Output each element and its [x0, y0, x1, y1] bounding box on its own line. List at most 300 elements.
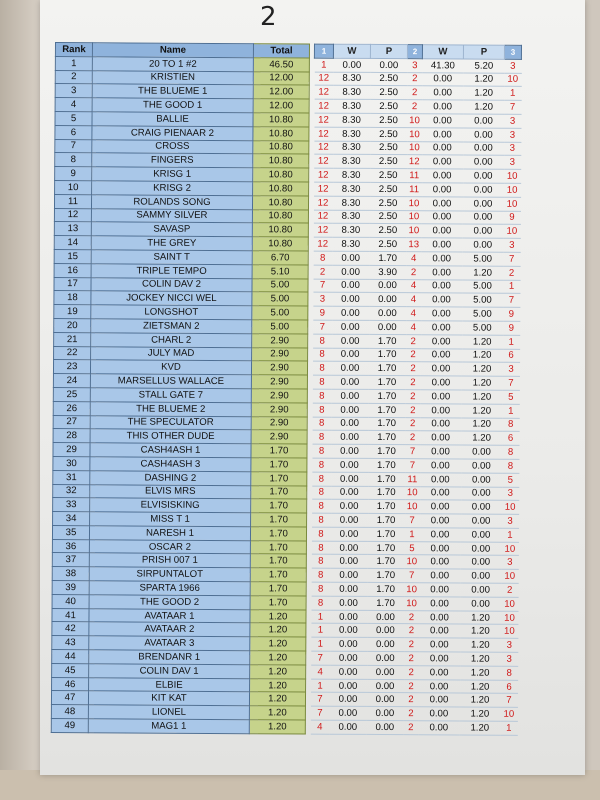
cell-name: SAVASP: [91, 222, 252, 237]
cell-race1-place: 1.70: [368, 486, 405, 500]
cell-race1-pick: 8: [313, 348, 332, 362]
cell-race1-pick: 12: [314, 141, 333, 155]
cell-race1-win: 0.00: [331, 499, 368, 513]
cell-race2-place: 1.20: [460, 611, 501, 625]
cell-race1-place: 0.00: [367, 610, 404, 624]
cell-race2-place: 1.20: [462, 335, 503, 349]
cell-race1-win: 0.00: [331, 403, 368, 417]
cell-race2-win: 0.00: [419, 597, 460, 611]
cell-race1-place: 0.00: [367, 665, 404, 679]
cell-name: ROLANDS SONG: [91, 194, 252, 209]
cell-rank: 24: [53, 374, 90, 388]
cell-rank: 2: [55, 70, 92, 84]
cell-total: 10.80: [252, 237, 308, 251]
cell-race1-win: 0.00: [330, 610, 367, 624]
cell-total: 12.00: [253, 99, 309, 113]
cell-race1-place: 1.70: [368, 376, 405, 390]
cell-race2-win: 0.00: [421, 334, 462, 348]
results-sheet: [51, 42, 565, 736]
cell-race1-win: 0.00: [330, 568, 367, 582]
cell-race1-pick: 8: [311, 596, 330, 610]
cell-race2-win: 0.00: [419, 666, 460, 680]
cell-race2-pick: 2: [403, 721, 418, 735]
cell-race2-pick: 2: [406, 265, 421, 279]
cell-race1-place: 1.70: [367, 527, 404, 541]
cell-race2-place: 1.20: [461, 418, 502, 432]
cell-rank: 45: [52, 663, 89, 677]
cell-race2-win: 0.00: [420, 403, 461, 417]
cell-race1-pick: 12: [314, 182, 333, 196]
cell-race2-place: 0.00: [460, 555, 501, 569]
cell-total: 1.20: [249, 720, 305, 734]
cell-rank: 36: [52, 539, 89, 553]
cell-race1-pick: 4: [311, 665, 330, 679]
cell-race2-pick: 4: [406, 279, 421, 293]
cell-race2-win: 0.00: [422, 141, 463, 155]
cell-race2-place: 1.20: [459, 721, 500, 735]
cell-name: THE SPECULATOR: [90, 415, 251, 430]
cell-race3-pick: 3: [504, 128, 521, 142]
cell-name: KVD: [90, 360, 251, 375]
cell-race1-win: 0.00: [332, 334, 369, 348]
cell-race1-pick: 12: [313, 223, 332, 237]
cell-race3-pick: 3: [504, 142, 521, 156]
cell-race1-win: 0.00: [332, 348, 369, 362]
cell-race1-pick: 8: [312, 458, 331, 472]
cell-race1-pick: 8: [311, 541, 330, 555]
cell-race1-win: 0.00: [331, 417, 368, 431]
cell-total: 1.20: [250, 665, 306, 679]
cell-rank: 11: [54, 194, 91, 208]
header-rank: Rank: [55, 43, 92, 57]
cell-total: 10.80: [253, 113, 309, 127]
cell-race1-win: 0.00: [329, 706, 366, 720]
cell-race1-pick: 7: [310, 693, 329, 707]
cell-race2-pick: 10: [405, 500, 420, 514]
cell-name: BALLIE: [92, 112, 253, 127]
cell-race1-place: 1.70: [368, 458, 405, 472]
cell-race1-pick: 8: [313, 334, 332, 348]
cell-race2-pick: 10: [404, 597, 419, 611]
cell-race1-place: 0.00: [367, 638, 404, 652]
cell-rank: 25: [53, 387, 90, 401]
cell-name: KRISG 1: [92, 167, 253, 182]
cell-race2-win: 0.00: [419, 569, 460, 583]
cell-race1-place: 0.00: [370, 58, 407, 72]
cell-race1-win: 0.00: [330, 527, 367, 541]
cell-race1-pick: 12: [314, 113, 333, 127]
cell-rank: 17: [54, 277, 91, 291]
cell-total: 1.20: [250, 609, 306, 623]
cell-race2-place: 0.00: [463, 128, 504, 142]
cell-race3-pick: 1: [503, 280, 520, 294]
tablecloth-left: [0, 0, 40, 800]
cell-race2-pick: 5: [404, 541, 419, 555]
cell-race2-place: 0.00: [462, 238, 503, 252]
cell-total: 2.90: [251, 389, 307, 403]
cell-race2-win: 0.00: [422, 183, 463, 197]
cell-race2-win: 0.00: [421, 210, 462, 224]
cell-total: 1.20: [249, 706, 305, 720]
cell-total: 2.90: [252, 333, 308, 347]
cell-race1-pick: 1: [314, 58, 333, 72]
cell-race1-pick: 8: [312, 444, 331, 458]
cell-race2-place: 0.00: [462, 224, 503, 238]
cell-race2-pick: 7: [404, 569, 419, 583]
cell-total: 2.90: [251, 416, 307, 430]
cell-race2-place: 5.00: [462, 252, 503, 266]
cell-rank: 13: [54, 222, 91, 236]
cell-race3-pick: 8: [502, 445, 519, 459]
cell-race3-pick: 10: [504, 183, 521, 197]
cell-rank: 19: [54, 305, 91, 319]
cell-race2-place: 1.20: [460, 652, 501, 666]
cell-race1-pick: 8: [312, 417, 331, 431]
header-win-2: W: [422, 45, 463, 59]
cell-race1-pick: 12: [314, 85, 333, 99]
cell-race1-place: 0.00: [366, 693, 403, 707]
cell-race2-pick: 10: [404, 583, 419, 597]
cell-race1-pick: 2: [313, 265, 332, 279]
cell-race2-place: 5.00: [462, 293, 503, 307]
cell-total: 2.90: [251, 375, 307, 389]
cell-race1-pick: 9: [313, 306, 332, 320]
cell-race2-win: 0.00: [421, 321, 462, 335]
cell-race1-place: 2.50: [370, 72, 407, 86]
cell-rank: 31: [53, 470, 90, 484]
cell-name: LIONEL: [88, 705, 249, 720]
cell-race1-win: 8.30: [332, 237, 369, 251]
cell-name: ELBIE: [89, 677, 250, 692]
cell-race1-place: 1.70: [367, 569, 404, 583]
cell-rank: 29: [53, 443, 90, 457]
cell-race1-pick: 1: [311, 624, 330, 638]
cell-race2-pick: 13: [406, 238, 421, 252]
header-place-2: P: [463, 45, 504, 59]
cell-race1-place: 3.90: [369, 265, 406, 279]
cell-race2-pick: 2: [404, 652, 419, 666]
cell-race2-place: 5.00: [462, 321, 503, 335]
cell-race1-place: 1.70: [368, 514, 405, 528]
cell-race3-pick: 6: [502, 432, 519, 446]
handwritten-page-number: 2: [260, 2, 277, 32]
cell-race2-place: 0.00: [460, 569, 501, 583]
cell-race1-win: 0.00: [332, 293, 369, 307]
cell-rank: 28: [53, 429, 90, 443]
cell-total: 5.00: [252, 292, 308, 306]
cell-rank: 12: [54, 208, 91, 222]
cell-race1-win: 0.00: [331, 444, 368, 458]
cell-rank: 35: [52, 525, 89, 539]
cell-race1-place: 1.70: [368, 445, 405, 459]
cell-race2-win: 0.00: [420, 514, 461, 528]
cell-race2-place: 1.20: [463, 100, 504, 114]
cell-race3-pick: 1: [502, 404, 519, 418]
cell-race2-win: 0.00: [420, 500, 461, 514]
cell-race2-pick: 2: [406, 348, 421, 362]
cell-race1-win: 8.30: [332, 224, 369, 238]
cell-race2-win: 0.00: [420, 417, 461, 431]
cell-race1-place: 0.00: [366, 707, 403, 721]
cell-race2-place: 0.00: [460, 528, 501, 542]
cell-rank: 14: [54, 236, 91, 250]
cell-race2-place: 0.00: [461, 500, 502, 514]
cell-race3-pick: 10: [503, 197, 520, 211]
cell-race1-win: 0.00: [330, 665, 367, 679]
cell-race1-win: 8.30: [333, 127, 370, 141]
cell-race2-pick: 2: [404, 666, 419, 680]
cell-race1-pick: 8: [313, 251, 332, 265]
cell-race2-place: 0.00: [460, 583, 501, 597]
cell-race1-place: 1.70: [368, 389, 405, 403]
cell-race3-pick: 3: [504, 156, 521, 170]
cell-name: AVATAAR 3: [89, 636, 250, 651]
cell-name: CRAIG PIENAAR 2: [92, 126, 253, 141]
cell-name: PRISH 007 1: [89, 553, 250, 568]
cell-total: 1.20: [249, 692, 305, 706]
cell-rank: 26: [53, 401, 90, 415]
cell-race1-place: 2.50: [370, 169, 407, 183]
cell-race2-pick: 4: [406, 252, 421, 266]
cell-race2-pick: 2: [405, 390, 420, 404]
cell-race1-pick: 8: [312, 499, 331, 513]
cell-race3-pick: 3: [502, 514, 519, 528]
cell-race2-pick: 10: [405, 486, 420, 500]
cell-race3-pick: 2: [503, 266, 520, 280]
cell-race1-pick: 12: [313, 196, 332, 210]
header-race-1: 1: [314, 44, 333, 58]
cell-race1-place: 0.00: [369, 307, 406, 321]
cell-race1-place: 2.50: [370, 141, 407, 155]
cell-race2-place: 0.00: [461, 486, 502, 500]
cell-race3-pick: 9: [503, 321, 520, 335]
cell-race2-win: 0.00: [422, 169, 463, 183]
cell-race2-place: 1.20: [459, 707, 500, 721]
cell-total: 1.20: [250, 637, 306, 651]
cell-total: 2.90: [251, 402, 307, 416]
cell-race3-pick: 10: [500, 707, 517, 721]
cell-race2-win: 0.00: [420, 362, 461, 376]
cell-race1-win: 0.00: [332, 279, 369, 293]
cell-race2-place: 0.00: [463, 183, 504, 197]
cell-rank: 46: [52, 677, 89, 691]
cell-total: 1.70: [250, 527, 306, 541]
cell-race1-pick: 8: [312, 403, 331, 417]
cell-race2-pick: 2: [404, 679, 419, 693]
cell-total: 46.50: [253, 58, 309, 72]
cell-race1-pick: 8: [312, 513, 331, 527]
cell-race2-pick: 2: [405, 403, 420, 417]
cell-race2-place: 0.00: [463, 155, 504, 169]
cell-rank: 40: [52, 594, 89, 608]
cell-race1-win: 8.30: [332, 196, 369, 210]
cell-rank: 32: [53, 484, 90, 498]
cell-rank: 27: [53, 415, 90, 429]
cell-name: SAMMY SILVER: [91, 208, 252, 223]
cell-race2-pick: 2: [406, 334, 421, 348]
cell-race2-place: 1.20: [461, 376, 502, 390]
cell-race1-place: 2.50: [370, 182, 407, 196]
cell-race1-place: 1.70: [369, 251, 406, 265]
cell-race2-win: 0.00: [421, 252, 462, 266]
cell-race1-pick: 4: [310, 720, 329, 734]
cell-race2-win: 0.00: [422, 128, 463, 142]
cell-race1-win: 0.00: [330, 637, 367, 651]
cell-total: 1.20: [250, 678, 306, 692]
cell-rank: 38: [52, 567, 89, 581]
cell-name: SAINT T: [91, 250, 252, 265]
cell-race2-place: 1.20: [460, 666, 501, 680]
cell-race3-pick: 5: [502, 473, 519, 487]
cell-rank: 33: [53, 498, 90, 512]
cell-name: AVATAAR 2: [89, 622, 250, 637]
cell-race1-win: 0.00: [330, 541, 367, 555]
cell-name: KRISG 2: [92, 181, 253, 196]
cell-race2-place: 1.20: [463, 86, 504, 100]
cell-race3-pick: 10: [504, 73, 521, 87]
cell-name: CASH4ASH 3: [90, 457, 251, 472]
cell-race2-place: 1.20: [459, 693, 500, 707]
cell-race2-win: 0.00: [419, 583, 460, 597]
cell-race1-win: 0.00: [330, 582, 367, 596]
cell-total: 10.80: [253, 168, 309, 182]
cell-race3-pick: 10: [501, 611, 518, 625]
cell-race2-place: 1.20: [463, 73, 504, 87]
cell-race3-pick: 1: [501, 528, 518, 542]
cell-rank: 49: [51, 719, 88, 733]
cell-total: 12.00: [253, 85, 309, 99]
cell-race1-place: 0.00: [367, 651, 404, 665]
cell-race2-win: 0.00: [422, 86, 463, 100]
cell-rank: 5: [55, 111, 92, 125]
cell-name: JULY MAD: [91, 346, 252, 361]
cell-race1-win: 0.00: [331, 375, 368, 389]
cell-race2-win: 0.00: [421, 238, 462, 252]
cell-name: ELVISISKING: [90, 498, 251, 513]
cell-race2-pick: 10: [404, 555, 419, 569]
cell-race1-win: 0.00: [331, 513, 368, 527]
cell-race1-place: 1.70: [367, 582, 404, 596]
cell-name: BRENDANR 1: [89, 650, 250, 665]
cell-race1-place: 0.00: [366, 720, 403, 734]
cell-name: THIS OTHER DUDE: [90, 429, 251, 444]
cell-race2-win: 0.00: [418, 693, 459, 707]
cell-name: OSCAR 2: [89, 539, 250, 554]
cell-rank: 23: [53, 360, 90, 374]
cell-race2-place: 0.00: [461, 445, 502, 459]
cell-name: COLIN DAV 2: [91, 277, 252, 292]
cell-race2-place: 1.20: [461, 362, 502, 376]
cell-total: 10.80: [253, 154, 309, 168]
cell-race3-pick: 9: [503, 307, 520, 321]
cell-total: 1.70: [250, 540, 306, 554]
cell-race1-place: 1.70: [367, 596, 404, 610]
header-race-2: 2: [407, 45, 422, 59]
cell-race1-place: 2.50: [369, 210, 406, 224]
cell-race1-win: 0.00: [330, 596, 367, 610]
cell-race1-win: 0.00: [332, 265, 369, 279]
cell-race2-place: 1.20: [462, 266, 503, 280]
cell-race2-win: 0.00: [419, 528, 460, 542]
cell-race1-pick: 8: [312, 486, 331, 500]
cell-race2-pick: 10: [406, 224, 421, 238]
cell-race3-pick: 3: [502, 487, 519, 501]
cell-race2-win: 0.00: [421, 197, 462, 211]
cell-total: 12.00: [253, 71, 309, 85]
cell-total: 6.70: [252, 251, 308, 265]
cell-race2-win: 0.00: [420, 459, 461, 473]
cell-rank: 22: [54, 346, 91, 360]
cell-race3-pick: 1: [500, 721, 517, 735]
cell-name: MISS T 1: [90, 512, 251, 527]
cell-name: THE GREY: [91, 236, 252, 251]
cell-total: 5.00: [252, 306, 308, 320]
cell-rank: 30: [53, 456, 90, 470]
cell-race2-pick: 12: [407, 155, 422, 169]
cell-race2-win: 0.00: [421, 293, 462, 307]
cell-rank: 34: [53, 512, 90, 526]
cell-name: COLIN DAV 1: [89, 664, 250, 679]
cell-race1-pick: 12: [313, 237, 332, 251]
cell-name: LONGSHOT: [91, 305, 252, 320]
cell-race2-win: 0.00: [420, 390, 461, 404]
header-name: Name: [92, 43, 253, 58]
cell-race2-win: 0.00: [418, 721, 459, 735]
cell-race1-win: 8.30: [333, 155, 370, 169]
cell-race2-place: 0.00: [462, 211, 503, 225]
cell-race1-pick: 3: [313, 292, 332, 306]
cell-race2-win: 0.00: [422, 100, 463, 114]
cell-race3-pick: 3: [501, 556, 518, 570]
cell-race1-place: 1.70: [368, 431, 405, 445]
cell-race1-place: 1.70: [368, 362, 405, 376]
cell-race1-pick: 1: [311, 679, 330, 693]
cell-rank: 1: [55, 56, 92, 70]
cell-race1-win: 0.00: [330, 651, 367, 665]
cell-race3-pick: 3: [504, 59, 521, 73]
cell-rank: 8: [55, 153, 92, 167]
cell-total: 10.80: [252, 223, 308, 237]
cell-race1-pick: 12: [314, 127, 333, 141]
cell-race2-pick: 10: [406, 196, 421, 210]
cell-race2-pick: 4: [406, 293, 421, 307]
cell-race3-pick: 8: [502, 459, 519, 473]
cell-race1-place: 1.70: [367, 555, 404, 569]
cell-race3-pick: 3: [501, 639, 518, 653]
cell-race1-win: 8.30: [333, 168, 370, 182]
cell-race1-place: 0.00: [369, 293, 406, 307]
cell-rank: 42: [52, 622, 89, 636]
cell-race2-pick: 3: [407, 58, 422, 72]
cell-race1-pick: 12: [314, 154, 333, 168]
cell-total: 1.70: [250, 554, 306, 568]
cell-race2-pick: 2: [403, 707, 418, 721]
header-place-1: P: [370, 44, 407, 58]
cell-race3-pick: 10: [504, 169, 521, 183]
cell-race2-pick: 7: [405, 514, 420, 528]
cell-name: 20 TO 1 #2: [92, 57, 253, 72]
cell-race2-pick: 2: [404, 638, 419, 652]
cell-race1-pick: 8: [311, 582, 330, 596]
cell-total: 1.20: [250, 651, 306, 665]
cell-race2-pick: 2: [405, 362, 420, 376]
cell-race3-pick: 7: [504, 100, 521, 114]
cell-race1-place: 1.70: [369, 348, 406, 362]
cell-race1-place: 1.70: [368, 472, 405, 486]
cell-race2-win: 0.00: [419, 555, 460, 569]
cell-total: 5.00: [252, 278, 308, 292]
cell-race1-place: 1.70: [369, 334, 406, 348]
